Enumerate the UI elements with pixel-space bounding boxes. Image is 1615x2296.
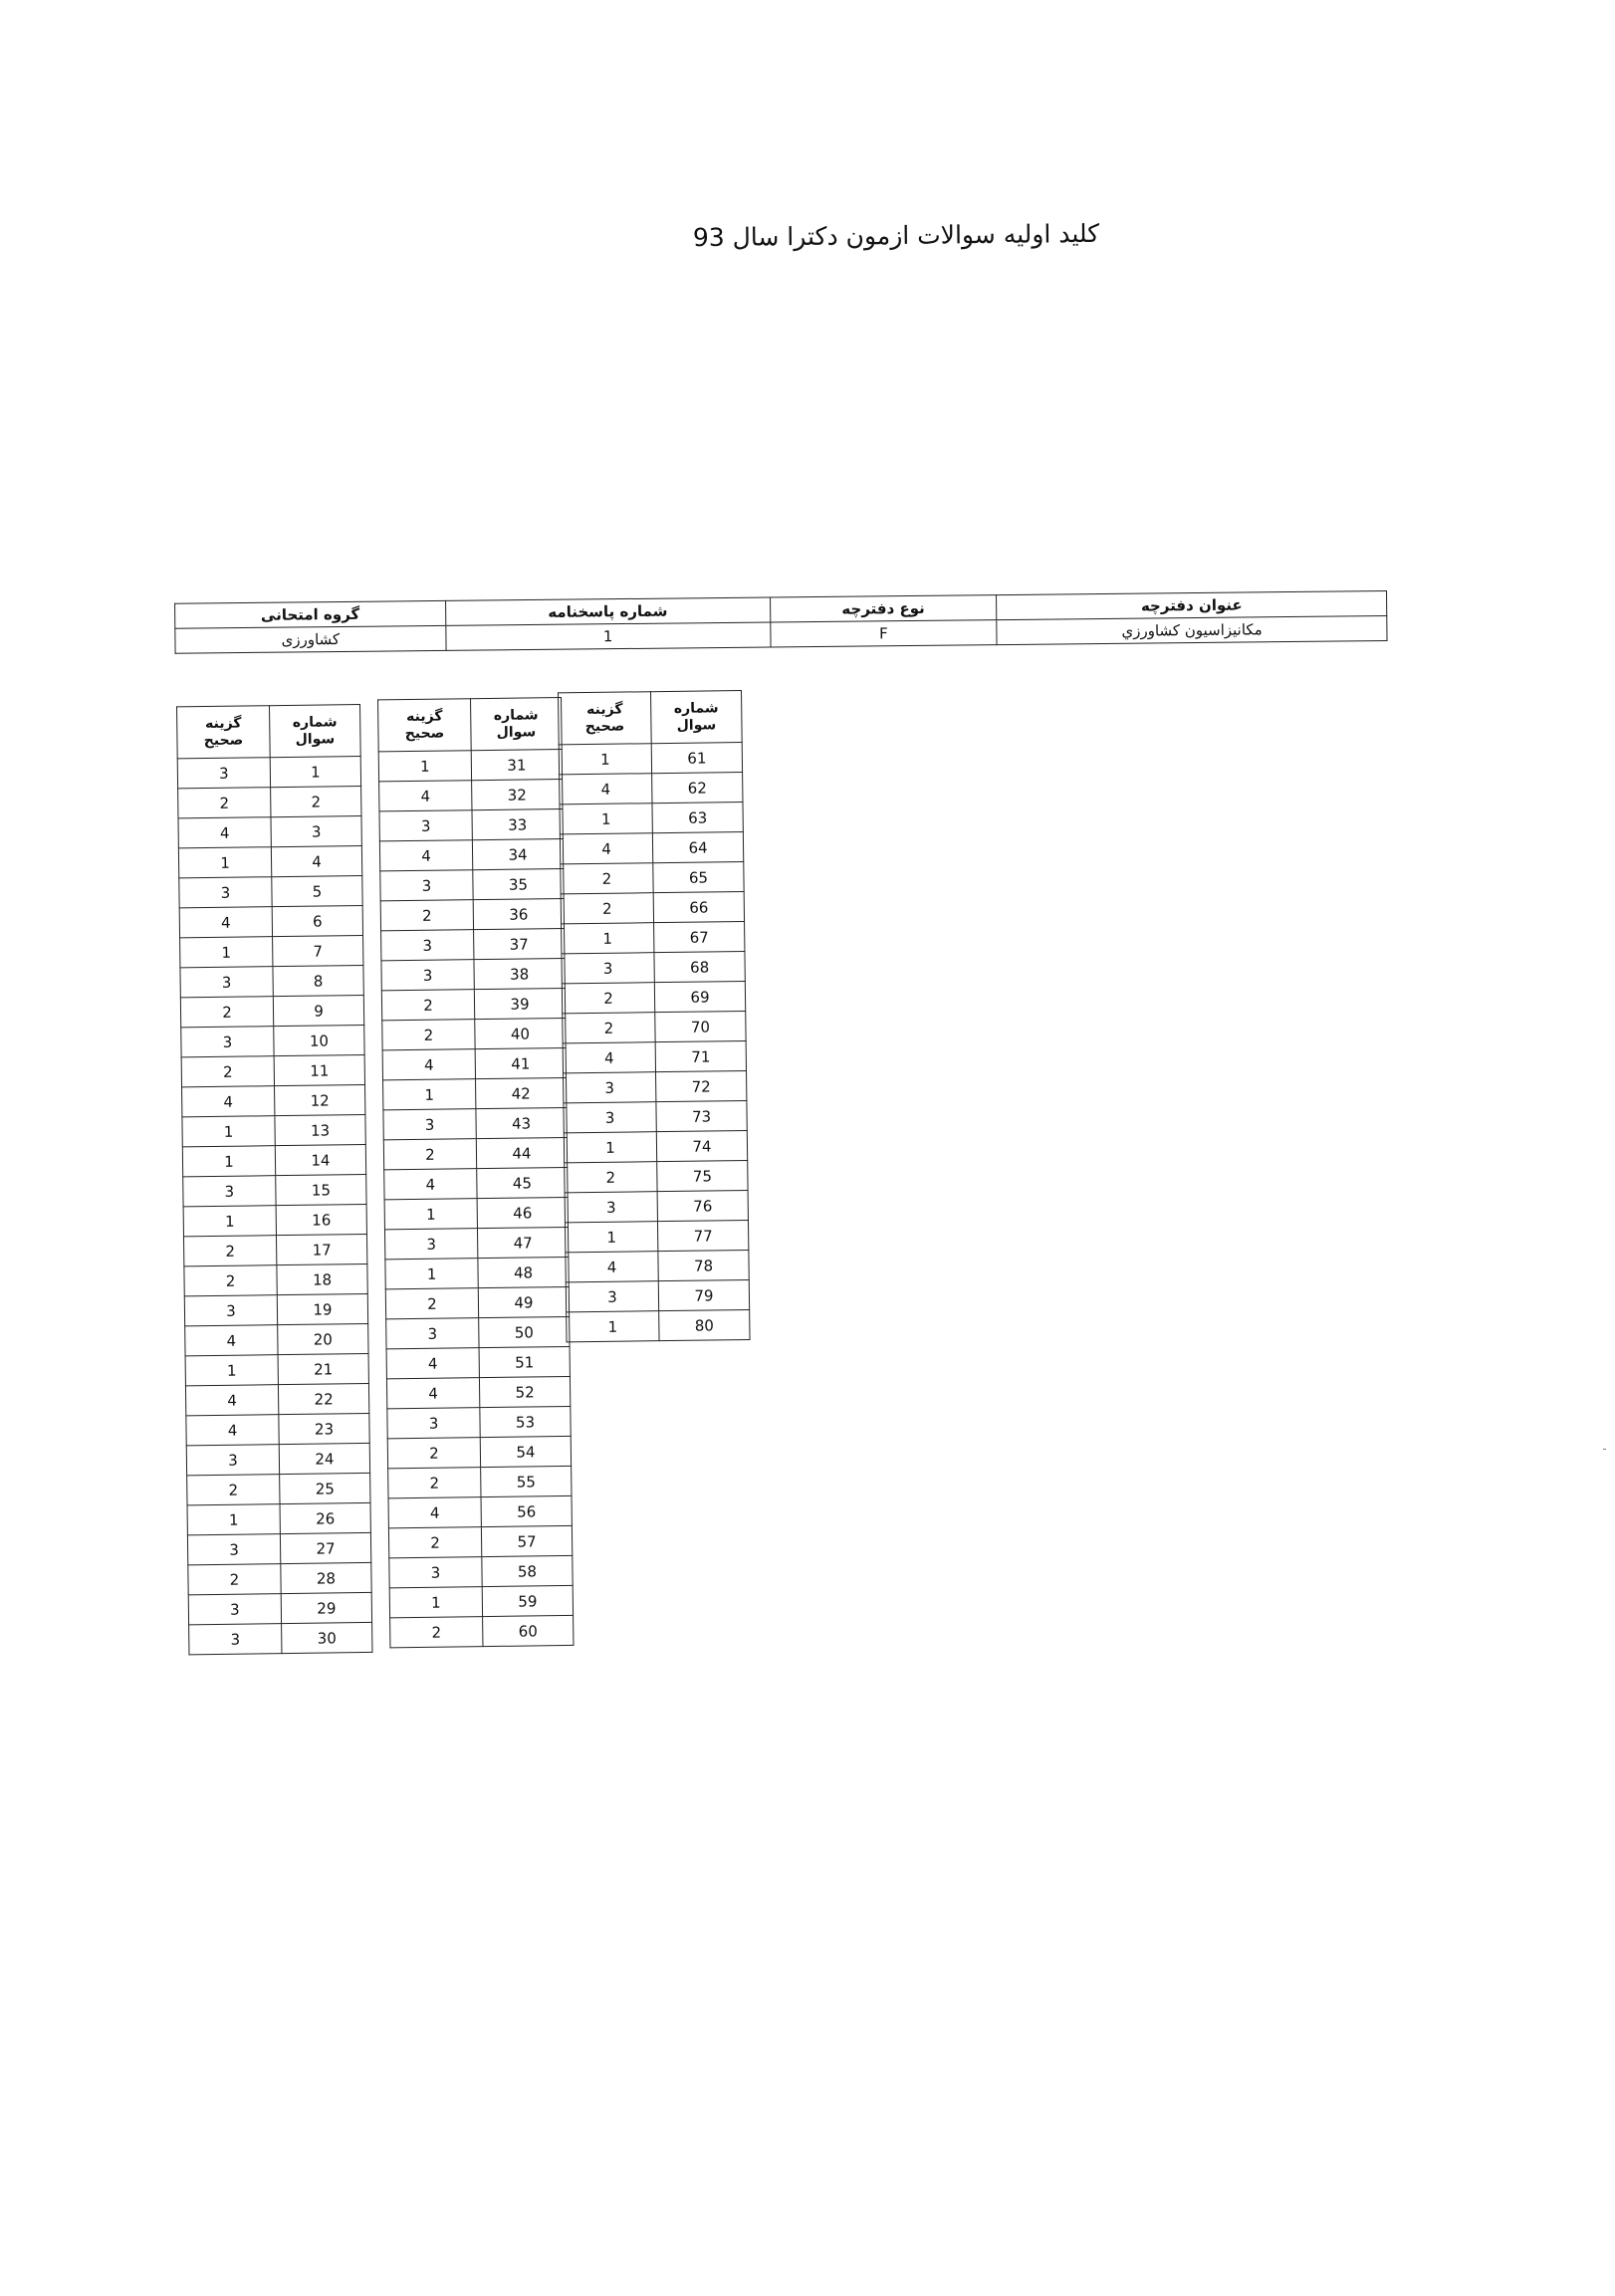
question-number-cell: 46 — [477, 1197, 568, 1228]
correct-option-cell: 2 — [390, 1617, 483, 1648]
correct-option-cell: 2 — [383, 1139, 476, 1170]
question-number-cell: 22 — [278, 1383, 368, 1414]
question-number-cell: 11 — [274, 1054, 364, 1085]
question-number-cell: 24 — [279, 1443, 369, 1474]
question-number-cell: 52 — [479, 1376, 570, 1407]
table-row — [561, 891, 744, 923]
question-number-cell: 53 — [480, 1406, 571, 1437]
correct-option-cell: 2 — [187, 1475, 280, 1505]
correct-option-cell: 2 — [178, 788, 271, 818]
table-row — [383, 1107, 567, 1139]
table-row — [379, 779, 563, 810]
table-row — [186, 1413, 369, 1445]
question-number-cell: 67 — [654, 921, 745, 952]
booklet-info-table — [174, 590, 1387, 654]
table-row — [184, 1263, 367, 1295]
question-number-cell: 16 — [276, 1204, 366, 1235]
table-row — [386, 1346, 570, 1378]
question-number-cell: 35 — [473, 868, 564, 899]
table-row — [386, 1376, 570, 1408]
correct-option-cell: 2 — [183, 1236, 276, 1266]
table-row — [179, 875, 362, 907]
correct-option-cell: 3 — [381, 930, 474, 961]
correct-option-cell: 2 — [385, 1288, 478, 1319]
table-row — [564, 1130, 747, 1162]
answer-sheet-number-value: 1 — [446, 622, 771, 650]
correct-option-cell: 3 — [387, 1408, 480, 1439]
correct-option-cell: 1 — [565, 1222, 657, 1253]
table-row — [387, 1436, 571, 1468]
question-number-cell: 3 — [271, 815, 361, 846]
question-number-header: شماره سوال — [471, 698, 563, 751]
correct-option-cell: 1 — [562, 923, 654, 954]
question-number-cell: 30 — [282, 1622, 372, 1653]
question-number-cell: 5 — [272, 875, 362, 906]
correct-option-cell: 3 — [565, 1192, 657, 1223]
table-row — [181, 1054, 364, 1086]
question-number-cell: 61 — [651, 743, 742, 774]
table-row — [179, 905, 362, 937]
question-number-cell: 66 — [653, 891, 744, 922]
table-row — [387, 1406, 571, 1438]
question-number-cell: 50 — [479, 1316, 570, 1347]
question-number-cell: 7 — [273, 935, 363, 966]
question-number-cell: 71 — [655, 1040, 746, 1071]
correct-option-cell: 1 — [182, 1116, 275, 1147]
correct-option-cell: 3 — [386, 1318, 479, 1349]
correct-option-cell: 3 — [179, 877, 272, 908]
table-row — [566, 1279, 749, 1311]
correct-option-cell: 2 — [181, 1056, 274, 1087]
question-number-cell: 33 — [472, 808, 563, 839]
question-number-cell: 18 — [277, 1263, 367, 1294]
question-number-cell: 31 — [471, 750, 562, 781]
question-number-cell: 54 — [480, 1436, 571, 1467]
correct-option-cell: 4 — [379, 781, 472, 811]
question-number-cell: 65 — [653, 861, 744, 892]
correct-option-cell: 2 — [562, 983, 654, 1014]
table-row — [384, 1167, 568, 1199]
question-number-cell: 48 — [478, 1257, 569, 1287]
table-row — [384, 1227, 568, 1259]
correct-option-cell: 2 — [561, 863, 653, 894]
correct-option-cell: 1 — [559, 744, 651, 775]
question-number-cell: 32 — [472, 779, 563, 809]
correct-option-cell: 3 — [189, 1624, 282, 1655]
question-number-cell: 1 — [270, 757, 360, 788]
table-row — [567, 1309, 750, 1341]
question-number-cell: 41 — [475, 1047, 566, 1078]
correct-option-cell: 4 — [182, 1086, 275, 1117]
correct-option-cell: 3 — [381, 960, 474, 991]
correct-option-cell: 3 — [187, 1534, 280, 1565]
table-row — [385, 1257, 569, 1288]
correct-option-cell: 4 — [386, 1378, 479, 1409]
correct-option-cell: 4 — [388, 1497, 481, 1528]
correct-option-cell: 2 — [388, 1527, 481, 1558]
correct-option-cell: 3 — [564, 1072, 656, 1103]
correct-option-cell: 2 — [380, 900, 473, 931]
correct-option-cell: 4 — [560, 774, 652, 804]
table-row — [380, 898, 564, 930]
question-number-cell: 73 — [656, 1100, 747, 1131]
table-row — [182, 1084, 365, 1116]
table-row — [183, 1174, 366, 1206]
table-row — [565, 1190, 748, 1222]
question-number-cell: 64 — [652, 831, 743, 862]
question-number-header: شماره سوال — [651, 691, 743, 744]
correct-option-cell: 3 — [188, 1594, 281, 1625]
table-row — [564, 1100, 747, 1132]
question-number-cell: 19 — [277, 1293, 367, 1324]
question-number-cell: 62 — [652, 772, 743, 803]
question-number-cell: 74 — [656, 1130, 747, 1161]
correct-option-cell: 3 — [379, 810, 472, 841]
correct-option-cell: 2 — [565, 1162, 657, 1193]
table-row — [180, 935, 363, 967]
table-row — [566, 1250, 749, 1281]
question-number-cell: 4 — [271, 845, 361, 876]
table-row — [180, 965, 363, 997]
question-number-cell: 79 — [658, 1279, 749, 1310]
correct-option-cell: 3 — [389, 1557, 482, 1588]
table-row — [380, 868, 564, 900]
correct-option-cell: 1 — [567, 1311, 659, 1342]
table-row — [187, 1502, 370, 1534]
table-row — [386, 1316, 570, 1348]
question-number-cell: 63 — [652, 802, 743, 832]
correct-option-cell: 3 — [383, 1109, 476, 1140]
question-number-cell: 58 — [482, 1555, 573, 1586]
correct-option-cell: 1 — [185, 1355, 278, 1386]
question-number-cell: 59 — [482, 1585, 573, 1616]
exam-group-header: گروه امتحانی — [175, 600, 446, 628]
question-number-cell: 29 — [281, 1592, 371, 1623]
table-row — [182, 1144, 365, 1176]
correct-option-cell: 1 — [384, 1199, 477, 1230]
question-number-cell: 77 — [657, 1220, 748, 1251]
question-number-cell: 68 — [654, 951, 745, 982]
correct-option-cell: 2 — [388, 1468, 481, 1498]
table-row — [185, 1323, 368, 1355]
question-number-cell: 26 — [280, 1502, 370, 1533]
table-row — [562, 981, 745, 1013]
table-row — [565, 1220, 748, 1252]
correct-option-cell: 1 — [385, 1259, 478, 1289]
answer-key-header-row — [177, 705, 361, 759]
correct-option-cell: 4 — [379, 840, 472, 871]
table-row — [185, 1383, 368, 1415]
table-row — [388, 1495, 572, 1527]
correct-option-cell: 2 — [184, 1265, 277, 1296]
correct-option-cell: 2 — [180, 997, 273, 1028]
correct-option-cell: 2 — [561, 893, 653, 924]
question-number-cell: 20 — [278, 1323, 368, 1354]
booklet-title-value: مکانیزاسیون کشاورزي — [997, 616, 1387, 645]
table-row — [382, 1018, 566, 1049]
question-number-cell: 45 — [477, 1167, 568, 1198]
question-number-cell: 6 — [272, 905, 362, 936]
table-row — [560, 802, 743, 833]
correct-option-cell: 2 — [563, 1013, 655, 1043]
answer-key-header-row — [378, 698, 563, 752]
correct-option-cell: 4 — [386, 1348, 479, 1379]
question-number-header: شماره سوال — [270, 705, 361, 758]
question-number-cell: 25 — [280, 1473, 370, 1503]
table-row — [178, 815, 361, 847]
table-row — [381, 958, 565, 990]
table-row — [382, 1047, 566, 1079]
correct-option-cell: 1 — [180, 937, 273, 968]
question-number-cell: 42 — [476, 1077, 567, 1108]
correct-option-cell: 4 — [560, 833, 652, 864]
page-title: کلید اولیه سوالات ازمون دکترا سال 93 — [692, 218, 1100, 253]
question-number-cell: 8 — [273, 965, 363, 996]
correct-option-cell: 1 — [178, 847, 271, 878]
booklet-type-value: F — [770, 620, 997, 647]
question-number-cell: 28 — [281, 1562, 371, 1593]
table-row — [181, 1025, 364, 1056]
correct-option-cell: 2 — [188, 1564, 281, 1595]
question-number-cell: 56 — [481, 1495, 572, 1526]
correct-option-cell: 3 — [186, 1445, 279, 1476]
table-row — [186, 1443, 369, 1475]
question-number-cell: 78 — [658, 1250, 749, 1280]
correct-option-cell: 1 — [182, 1146, 275, 1177]
table-row — [559, 743, 742, 775]
table-row — [378, 750, 562, 782]
question-number-cell: 34 — [472, 838, 563, 869]
question-number-cell: 38 — [474, 958, 565, 989]
table-row — [384, 1197, 568, 1229]
question-number-cell: 23 — [279, 1413, 369, 1444]
table-row — [188, 1592, 371, 1624]
question-number-cell: 60 — [483, 1615, 574, 1646]
question-number-cell: 12 — [275, 1084, 365, 1115]
correct-option-cell: 4 — [186, 1415, 279, 1446]
correct-option-cell: 2 — [381, 990, 474, 1021]
table-row — [187, 1473, 370, 1504]
table-row — [389, 1555, 573, 1587]
question-number-cell: 10 — [274, 1025, 364, 1055]
table-row — [560, 831, 743, 863]
question-number-cell: 49 — [478, 1286, 569, 1317]
correct-option-cell: 2 — [382, 1020, 475, 1050]
question-number-cell: 39 — [474, 988, 565, 1019]
question-number-cell: 80 — [659, 1309, 750, 1340]
table-row — [178, 845, 361, 877]
correct-option-header: گزینه صحیح — [559, 692, 652, 745]
question-number-cell: 76 — [657, 1190, 748, 1221]
table-row — [563, 1040, 746, 1072]
table-row — [390, 1615, 574, 1647]
correct-option-cell: 3 — [180, 967, 273, 998]
table-row — [381, 988, 565, 1020]
table-row — [180, 995, 363, 1027]
correct-option-cell: 4 — [179, 907, 272, 938]
table-row — [178, 786, 361, 817]
question-number-cell: 75 — [657, 1160, 748, 1191]
correct-option-header: گزینه صحیح — [177, 706, 271, 759]
correct-option-cell: 4 — [382, 1049, 475, 1080]
table-row — [389, 1585, 573, 1617]
table-row — [189, 1622, 372, 1654]
table-row — [562, 951, 745, 983]
correct-option-cell: 4 — [563, 1042, 655, 1073]
table-row — [383, 1137, 567, 1169]
correct-option-cell: 3 — [181, 1027, 274, 1057]
question-number-cell: 55 — [481, 1466, 572, 1496]
table-row — [188, 1562, 371, 1594]
question-number-cell: 17 — [276, 1234, 366, 1264]
question-number-cell: 21 — [278, 1353, 368, 1384]
table-row — [381, 928, 565, 960]
correct-option-cell: 1 — [187, 1504, 280, 1535]
answer-key-table-3 — [558, 690, 751, 1342]
table-row — [560, 772, 743, 804]
question-number-cell: 27 — [280, 1532, 370, 1563]
answer-key-table-2 — [377, 697, 574, 1648]
question-number-cell: 13 — [275, 1114, 365, 1145]
question-number-cell: 47 — [477, 1227, 568, 1258]
correct-option-cell: 1 — [378, 751, 471, 782]
correct-option-cell: 3 — [184, 1295, 277, 1326]
question-number-cell: 37 — [474, 928, 565, 959]
table-row — [185, 1353, 368, 1385]
table-row — [385, 1286, 569, 1318]
table-row — [561, 861, 744, 893]
correct-option-header: گزینه صحیح — [378, 699, 472, 752]
correct-option-cell: 4 — [384, 1169, 477, 1200]
table-row — [564, 1070, 747, 1102]
correct-option-cell: 3 — [177, 758, 270, 789]
table-row — [388, 1525, 572, 1557]
table-row — [177, 757, 360, 789]
answer-sheet-number-header: شماره پاسخنامه — [445, 597, 770, 625]
question-number-cell: 40 — [475, 1018, 566, 1048]
table-row — [184, 1293, 367, 1325]
exam-group-value: کشاورزی — [175, 625, 446, 653]
correct-option-cell: 3 — [564, 1102, 656, 1133]
correct-option-cell: 4 — [185, 1325, 278, 1356]
answer-key-table-1 — [176, 704, 372, 1655]
correct-option-cell: 1 — [564, 1132, 656, 1163]
question-number-cell: 9 — [273, 995, 363, 1026]
correct-option-cell: 4 — [185, 1385, 278, 1416]
table-row — [563, 1011, 746, 1042]
table-row — [183, 1234, 366, 1265]
answer-key-header-row — [559, 691, 743, 745]
table-row — [388, 1466, 572, 1497]
correct-option-cell: 1 — [389, 1587, 482, 1618]
table-row — [379, 808, 563, 840]
question-number-cell: 51 — [479, 1346, 570, 1377]
correct-option-cell: 2 — [387, 1438, 480, 1469]
question-number-cell: 14 — [275, 1144, 365, 1175]
table-row — [183, 1204, 366, 1236]
question-number-cell: 70 — [655, 1011, 746, 1041]
table-row — [565, 1160, 748, 1192]
correct-option-cell: 3 — [380, 870, 473, 901]
table-row — [182, 1114, 365, 1146]
question-number-cell: 36 — [473, 898, 564, 929]
table-row — [562, 921, 745, 953]
correct-option-cell: 4 — [566, 1252, 658, 1282]
correct-option-cell: 4 — [178, 817, 271, 848]
question-number-cell: 44 — [476, 1137, 567, 1168]
correct-option-cell: 1 — [383, 1079, 476, 1110]
correct-option-cell: 3 — [566, 1281, 658, 1312]
question-number-cell: 72 — [656, 1070, 747, 1101]
correct-option-cell: 3 — [384, 1229, 477, 1260]
correct-option-cell: 3 — [183, 1176, 276, 1207]
correct-option-cell: 1 — [183, 1206, 276, 1237]
table-row — [187, 1532, 370, 1564]
question-number-cell: 2 — [271, 786, 361, 816]
question-number-cell: 43 — [476, 1107, 567, 1138]
scan-speck — [1603, 1449, 1606, 1450]
correct-option-cell: 1 — [560, 804, 652, 834]
question-number-cell: 57 — [481, 1525, 572, 1556]
correct-option-cell: 3 — [562, 953, 654, 984]
table-row — [383, 1077, 567, 1109]
question-number-cell: 15 — [276, 1174, 366, 1205]
table-row — [379, 838, 563, 870]
question-number-cell: 69 — [654, 981, 745, 1012]
booklet-title-header: عنوان دفترچه — [997, 591, 1387, 620]
booklet-type-header: نوع دفترچه — [770, 595, 997, 622]
